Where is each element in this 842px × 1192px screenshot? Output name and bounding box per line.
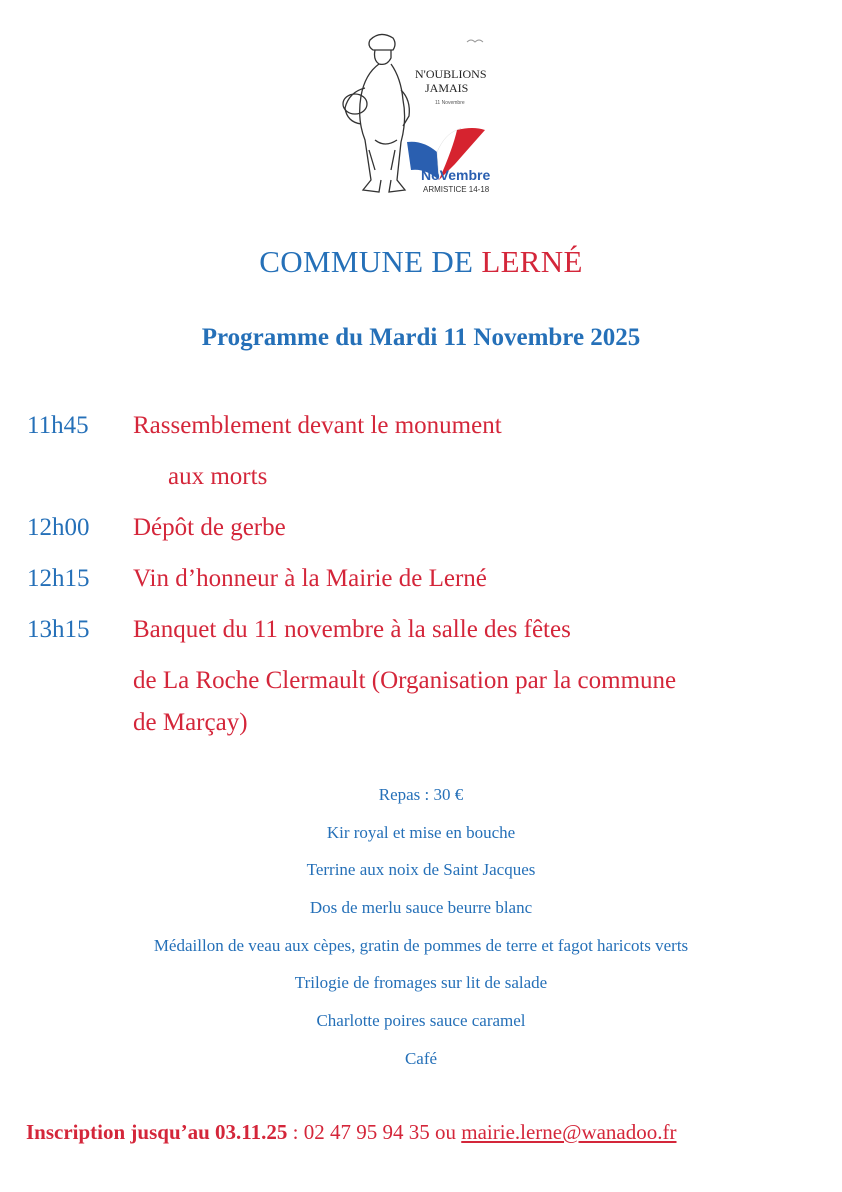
registration-footer — [26, 1120, 677, 1145]
event-1-line1: Rassemblement devant le monument — [133, 412, 502, 439]
menu-item: Café — [404, 1048, 438, 1068]
event-1-line2: aux morts — [168, 463, 268, 490]
time-3: 12h15 — [27, 565, 90, 592]
event-3-line1: Vin d’honneur à la Mairie de Lerné — [133, 565, 487, 592]
menu-item: Charlotte poires sauce caramel — [316, 1011, 526, 1031]
program-subtitle: Programme du Mardi 11 Novembre 2025 — [201, 324, 641, 351]
logo-caption: ARMISTICE 14-18 — [423, 185, 490, 194]
menu — [0, 782, 842, 1084]
armistice-logo — [335, 30, 515, 200]
or-text: ou — [429, 1120, 462, 1144]
time-4: 13h15 — [27, 616, 90, 643]
page-title — [0, 244, 842, 280]
event-4-line2: de La Roche Clermault (Organisation par la commune — [133, 667, 677, 694]
logo-brand: NoVembre — [421, 167, 491, 183]
separator: : — [287, 1120, 304, 1144]
logo-line1: N'OUBLIONS — [415, 67, 487, 81]
menu-item: Terrine aux noix de Saint Jacques — [306, 860, 536, 880]
time-2: 12h00 — [27, 514, 90, 541]
title-part1: COMMUNE DE — [259, 244, 482, 279]
event-4-line1: Banquet du 11 novembre à la salle des fêtes — [133, 616, 571, 643]
menu-item: Kir royal et mise en bouche — [326, 822, 516, 842]
logo-small: 11 Novembre — [435, 100, 465, 106]
event-4-line3: de Marçay) — [133, 709, 248, 736]
time-1: 11h45 — [27, 412, 89, 439]
registration-label: Inscription jusqu’au 03.11.25 — [26, 1120, 288, 1144]
menu-item: Trilogie de fromages sur lit de salade — [294, 973, 548, 993]
logo-line2: JAMAIS — [425, 81, 469, 95]
phone-number: 02 47 95 94 35 — [303, 1120, 430, 1144]
title-part2: LERNÉ — [481, 244, 583, 279]
soldier-illustration — [335, 30, 515, 200]
menu-item: Dos de merlu sauce beurre blanc — [309, 898, 533, 918]
email-link[interactable]: mairie.lerne@wanadoo.fr — [461, 1120, 677, 1144]
menu-price: Repas : 30 € — [378, 785, 464, 804]
event-2-line1: Dépôt de gerbe — [133, 514, 286, 541]
menu-item: Médaillon de veau aux cèpes, gratin de pommes de terre et fagot haricots verts — [153, 935, 689, 955]
